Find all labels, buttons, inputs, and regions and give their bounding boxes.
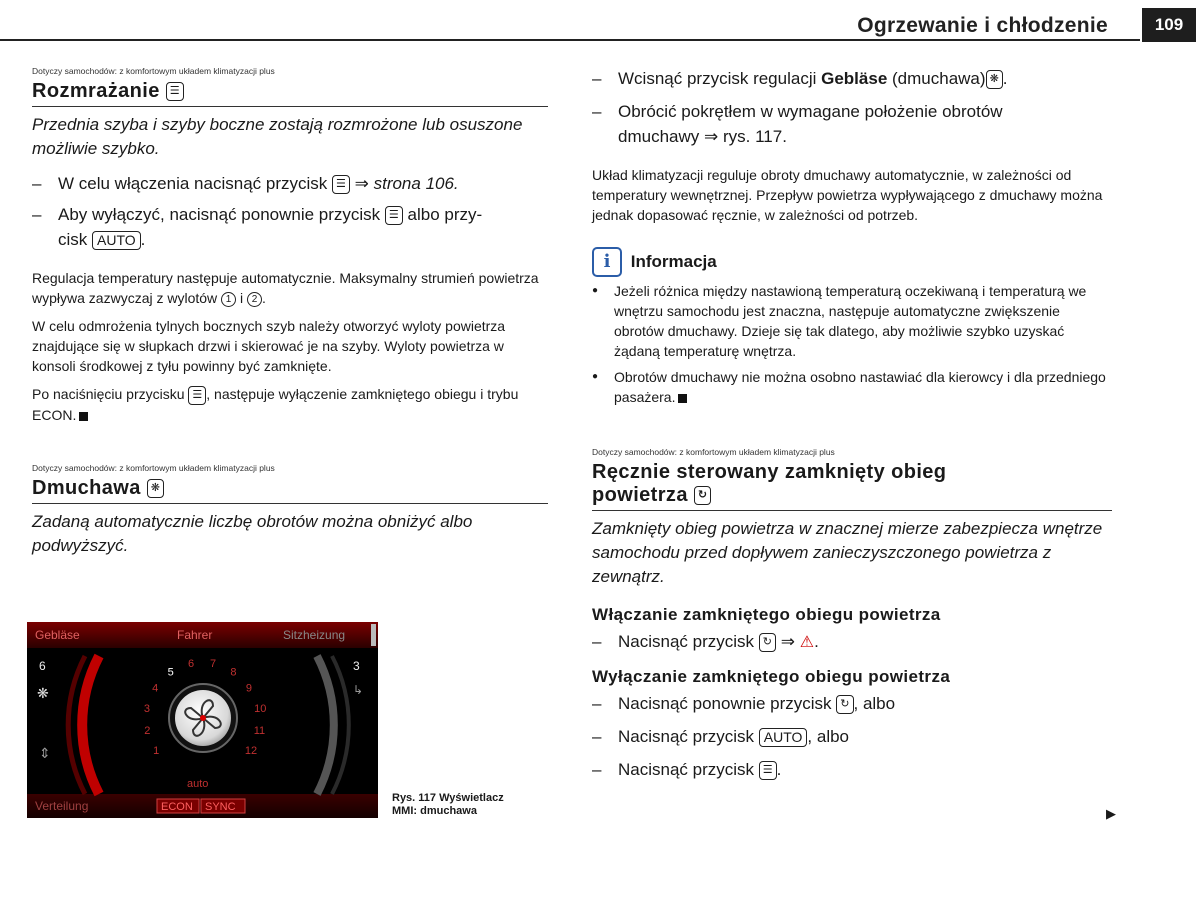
step-item: – Nacisnąć przycisk AUTO , albo — [592, 724, 1112, 749]
info-bullet: ● Obrotów dmuchawy nie można osobno nastawiać dla kierowcy i dla przedniego pasażera. — [592, 367, 1112, 407]
defrost-icon: ☰ — [385, 206, 403, 225]
outlet-marker: 1 — [221, 292, 236, 307]
section-intro: Zadaną automatycznie liczbę obrotów można obniżyć albo podwyższyć. — [32, 511, 473, 555]
mmi-dial-number: 3 — [143, 702, 151, 715]
page-reference: strona 106. — [373, 174, 459, 193]
mmi-dial-number: 4 — [152, 682, 159, 695]
right-column — [592, 66, 1112, 782]
applicability-note: Dotyczy samochodów: z komfortowym układem klimatyzacji plus — [32, 66, 275, 76]
defrost-icon: ☰ — [166, 82, 184, 101]
mmi-dial-number: 1 — [153, 745, 160, 758]
figure-caption: Rys. 117 Wyświetlacz MMI: dmuchawa — [392, 792, 504, 817]
subsection-title: Włączanie zamkniętego obiegu powietrza — [592, 605, 941, 624]
section-title-blower: Dmuchawa ❋ — [32, 477, 548, 504]
mmi-knob-center — [200, 715, 206, 721]
mmi-verteilung: Verteilung — [35, 799, 89, 813]
recirculation-icon: ↻ — [759, 633, 776, 652]
mmi-dial-number: 11 — [253, 724, 266, 737]
step-item: – Wcisnąć przycisk regulacji Gebläse (dmuchawa) ❋ . — [592, 66, 1112, 91]
warning-triangle-icon: ⚠ — [799, 634, 815, 651]
recirculation-icon: ↻ — [694, 486, 712, 505]
end-marker — [79, 412, 88, 421]
arrow-icon: ⇒ — [704, 127, 719, 146]
mmi-tab-sitzheizung: Sitzheizung — [283, 628, 346, 642]
fan-icon: ❋ — [147, 479, 165, 498]
next-page-arrow-icon: ▶ — [1106, 806, 1116, 821]
mmi-left-value: 6 — [39, 659, 46, 673]
info-box-title: i Informacja — [592, 247, 1112, 277]
mmi-blower-display — [27, 622, 378, 818]
step-item: – Nacisnąć przycisk ☰ . — [592, 757, 1112, 782]
mmi-sync: SYNC — [205, 801, 236, 813]
paragraph: Układ klimatyzacji reguluje obroty dmuchawy automatycznie, w zależności od temperatury wewnętrznej. Przepływ powietrza wypływającego z dmuchawy można jednak dopasować ręcznie, w zależności od potrzeb. — [592, 167, 1103, 223]
applicability-note: Dotyczy samochodów: z komfortowym układem klimatyzacji plus — [592, 447, 835, 457]
step-item: – Aby wyłączyć, nacisnąć ponownie przycisk ☰ albo przy- cisk AUTO . — [32, 202, 548, 252]
defrost-icon: ☰ — [759, 761, 777, 780]
header-rule — [0, 39, 1140, 41]
mmi-tab-fahrer: Fahrer — [177, 628, 213, 642]
mmi-tab-geblase: Gebläse — [35, 628, 80, 642]
step-item: – Nacisnąć przycisk ↻ ⇒ ⚠. — [592, 629, 1112, 655]
applicability-note: Dotyczy samochodów: z komfortowym układem klimatyzacji plus — [32, 462, 275, 473]
defrost-icon: ☰ — [188, 386, 206, 405]
mmi-dial-number: 8 — [230, 666, 237, 679]
section-intro: Przednia szyba i szyby boczne zostają rozmrożone lub osuszone możliwie szybko. — [32, 115, 523, 158]
mmi-dial-number: 7 — [210, 658, 217, 671]
mmi-dial-number: 10 — [254, 702, 267, 715]
page-number: 109 — [1142, 8, 1196, 42]
mmi-scrollbar — [371, 624, 376, 646]
paragraph: W celu odmrożenia tylnych bocznych szyb należy otworzyć wyloty powietrza znajdujące się w słupkach drzwi i skierować je na szyby. Wyloty powietrza w konsoli środkowej z tyłu powinny być zamknięte. — [32, 318, 506, 374]
paragraph: Regulacja temperatury następuje automatycznie. Maksymalny strumień powietrza wypływa zazwyczaj z wylotów 1 i 2 . — [32, 270, 539, 306]
mmi-arc-outline-right — [317, 656, 334, 794]
seat-icon: ↳ — [353, 683, 364, 697]
mmi-econ: ECON — [161, 801, 193, 813]
subsection-title: Wyłączanie zamkniętego obiegu powietrza — [592, 667, 951, 686]
fan-icon: ❋ — [37, 685, 49, 701]
paragraph: Po naciśnięciu przycisku ☰ , następuje wyłączenie zamkniętego obiegu i trybu ECON. — [32, 386, 519, 423]
section-title-defrost: Rozmrażanie ☰ — [32, 80, 548, 107]
mmi-level-arc — [82, 656, 99, 794]
info-icon: i — [592, 247, 622, 277]
airflow-icon: ⇕ — [39, 745, 51, 761]
mmi-dial-number: 6 — [188, 658, 195, 671]
defrost-icon: ☰ — [332, 175, 350, 194]
fan-icon: ❋ — [986, 70, 1003, 89]
step-item: – Obrócić pokrętłem w wymagane położenie obrotów dmuchawy ⇒ rys. 117. — [592, 99, 1112, 149]
arrow-icon: ⇒ — [780, 632, 795, 651]
mmi-right-value: 3 — [353, 659, 360, 673]
auto-key: AUTO — [92, 231, 141, 250]
auto-key: AUTO — [759, 728, 808, 747]
mmi-dial-number: 12 — [244, 745, 258, 758]
section-intro: Zamknięty obieg powietrza w znacznej mierze zabezpiecza wnętrze samochodu przed dopływem zanieczyszczonego powietrza z zewnątrz. — [592, 519, 1103, 586]
arrow-icon: ⇒ — [354, 174, 369, 193]
mmi-screen — [27, 622, 378, 818]
mmi-auto-label: auto — [187, 778, 209, 790]
step-item: – Nacisnąć ponownie przycisk ↻ , albo — [592, 691, 1112, 716]
outlet-marker: 2 — [247, 292, 262, 307]
mmi-dial-number: 5 — [167, 666, 174, 679]
end-marker — [678, 394, 687, 403]
running-header-title: Ogrzewanie i chłodzenie — [857, 14, 1108, 37]
left-column — [32, 66, 548, 558]
mmi-dial-number: 9 — [245, 682, 253, 695]
step-item: – W celu włączenia nacisnąć przycisk ☰ ⇒ strona 106. — [32, 171, 548, 196]
recirculation-icon: ↻ — [836, 695, 853, 714]
section-title-recirculation: Ręcznie sterowany zamknięty obieg powietrza ↻ — [592, 461, 1112, 511]
mmi-dial-number: 2 — [144, 724, 151, 737]
info-bullet: ● Jeżeli różnica między nastawioną temperaturą oczekiwaną i temperaturą we wnętrzu samochodu jest znaczna, następuje automatyczne zwiększenie obrotów dmuchawy. Dzieje się tak dlatego, aby możliwie szybko uzyskać żądaną temperaturę wnętrza. — [592, 281, 1112, 361]
